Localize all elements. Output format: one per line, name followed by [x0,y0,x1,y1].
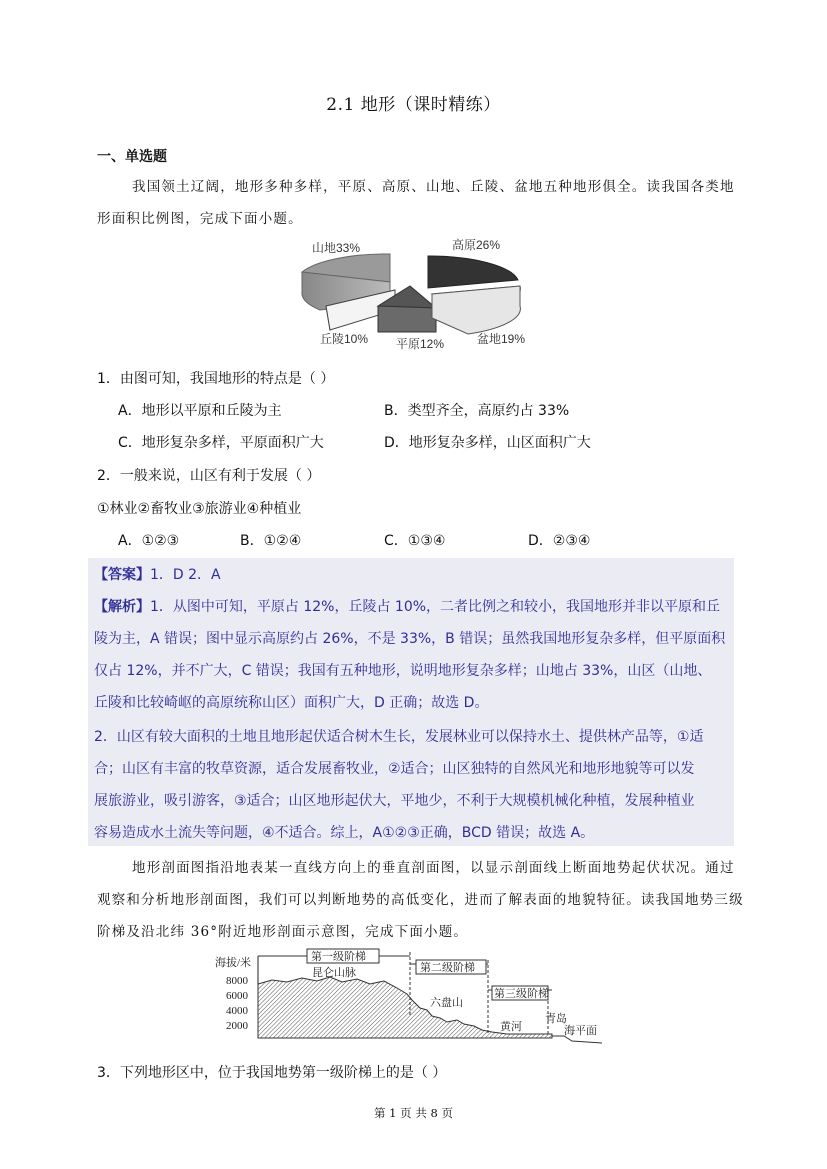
section-heading: 一、单选题 [97,149,167,165]
label-huanghe: 黄河 [500,1021,522,1033]
analysis-line-4: 丘陵和比较崎岖的高原统称山区）面积广大，D 正确；故选 D。 [94,695,489,711]
page-title: 2.1 地形（课时精练） [326,95,501,115]
ytick-4000: 4000 [226,1005,248,1017]
q2-option-c[interactable]: C．①③④ [384,533,446,549]
label-step3: 第三级阶梯 [494,988,549,1000]
label-qingdao: 青岛 [545,1013,567,1025]
intro2-line-3: 阶梯及沿北纬 36°附近地形剖面示意图，完成下面小题。 [97,924,469,940]
analysis-tag: 【解析】 [94,599,150,615]
analysis-line-8: 容易造成水土流失等问题，④不适合。综上，A①②③正确，BCD 错误；故选 A。 [94,825,595,841]
q1-option-a[interactable]: A．地形以平原和丘陵为主 [118,403,282,419]
answer-text: 1．D 2．A [150,567,221,583]
analysis-text: 1．从图中可知，平原占 12%，丘陵占 10%，二者比例之和较小，我国地形并非以平原和丘 [150,599,721,615]
ytick-8000: 8000 [226,975,248,987]
profile-ylabel: 海拔/米 [215,957,252,969]
pie-slice-basin-side [432,286,520,334]
q1-option-d[interactable]: D．地形复杂多样，山区面积广大 [384,435,591,451]
q2-items: ①林业②畜牧业③旅游业④种植业 [97,501,302,517]
intro2-line-2: 观察和分析地形剖面图，我们可以判断地势的高低变化，进而了解表面的地貌特征。读我国地势三级 [97,892,744,908]
label-step2: 第二级阶梯 [420,962,475,974]
analysis-line-1 [94,596,720,616]
q1-option-c[interactable]: C．地形复杂多样，平原面积广大 [118,435,324,451]
intro-line-1: 我国领土辽阔，地形多种多样，平原、高原、山地、丘陵、盆地五种地形俱全。读我国各类地 [132,179,735,195]
label-liupan: 六盘山 [430,997,463,1009]
terrain-profile-diagram [212,946,612,1046]
analysis-line-7: 展旅游业，吸引游客，③适合；山区地形起伏大，平地少，不利于大规模机械化种植，发展种植业 [94,793,695,809]
q3-stem: 3．下列地形区中，位于我国地势第一级阶梯上的是（ ） [97,1065,447,1081]
q1-option-b[interactable]: B．类型齐全，高原约占 33% [384,403,570,419]
page-footer: 第 1 页 共 8 页 [374,1106,453,1120]
label-sea: 海平面 [564,1025,597,1037]
pie-label-basin: 盆地19% [477,332,526,346]
pie-slice-plain-side [378,306,436,332]
ytick-6000: 6000 [226,990,248,1002]
pie-label-plateau: 高原26% [452,238,501,252]
pie-label-hill: 丘陵10% [320,332,369,346]
analysis-line-3: 仅占 12%，并不广大，C 错误；我国有五种地形，说明地形复杂多样；山地占 33%，山区（山地、 [94,663,712,679]
q2-stem: 2．一般来说，山区有利于发展（ ） [97,468,321,484]
ytick-2000: 2000 [226,1020,248,1032]
intro-line-2: 形面积比例图，完成下面小题。 [97,211,303,227]
analysis-line-5: 2．山区有较大面积的土地且地形起伏适合树木生长，发展林业可以保持水土、提供林产品等，①适 [94,729,704,745]
pie-label-mountain: 山地33% [312,241,361,255]
q2-option-d[interactable]: D．②③④ [528,533,591,549]
label-kunlun: 昆仑山脉 [312,967,356,979]
answer-line [94,564,221,584]
q2-option-a[interactable]: A．①②③ [118,533,180,549]
pie-slice-plateau [428,256,518,288]
label-step1: 第一级阶梯 [311,951,366,963]
q2-option-b[interactable]: B．①②④ [240,533,302,549]
sea-level-line [552,1036,602,1043]
terrain-pie-chart [290,230,540,355]
q1-stem: 1．由图可知，我国地形的特点是（ ） [97,371,335,387]
analysis-line-6: 合；山区有丰富的牧草资源，适合发展畜牧业，②适合；山区独特的自然风光和地形地貌等可以发 [94,761,695,777]
intro2-line-1: 地形剖面图指沿地表某一直线方向上的垂直剖面图，以显示剖面线上断面地势起伏状况。通过 [132,860,735,876]
analysis-line-2: 陵为主，A 错误；图中显示高原约占 26%，不是 33%，B 错误；虽然我国地形复杂多样，但平原面积 [94,631,726,647]
answer-tag: 【答案】 [94,567,150,583]
pie-label-plain: 平原12% [396,337,445,351]
